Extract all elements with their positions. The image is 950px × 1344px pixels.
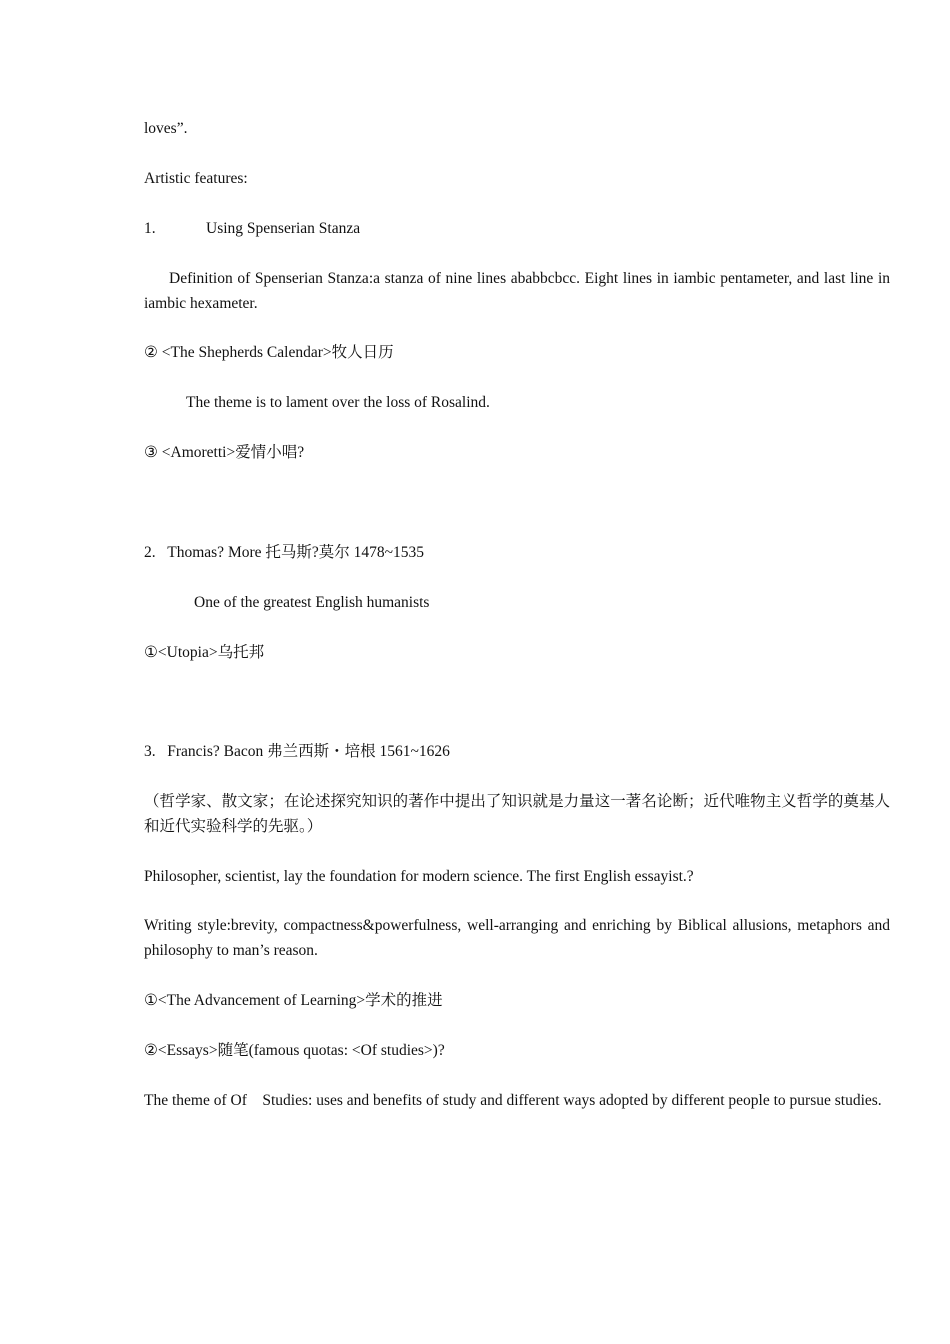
paragraph-philosopher: Philosopher, scientist, lay the foundation for modern science. The first English essayist.? [144,868,694,885]
paragraph-amoretti: ③ <Amoretti>爱情小唱? [144,444,305,461]
paragraph-advancement-of-learning: ①<The Advancement of Learning>学术的推进 [144,992,443,1009]
list-item-1-text: Using Spenserian Stanza [206,220,361,237]
list-item-1 [144,216,890,241]
paragraph-loves: loves”. [144,120,188,137]
paragraph-theme-of-studies: The theme of Of Studies: uses and benefits of study and different ways adopted by different people to pursue studies. [144,1092,882,1109]
paragraph-bacon-chinese: （哲学家、散文家；在论述探究知识的著作中提出了知识就是力量这一著名论断；近代唯物主义哲学的奠基人和近代实验科学的先驱。） [144,793,890,835]
paragraph-writing-style: Writing style:brevity, compactness&powerfulness, well-arranging and enriching by Biblical allusions, metaphors and philosophy to man’s reason. [144,917,890,959]
heading-thomas-more: 2. Thomas? More 托马斯?莫尔 1478~1535 [144,544,425,561]
paragraph-shepherds-calendar: ② <The Shepherds Calendar>牧人日历 [144,344,394,361]
paragraph-essays: ②<Essays>随笔(famous quotas: <Of studies>)? [144,1042,445,1059]
paragraph-definition: Definition of Spenserian Stanza:a stanza of nine lines ababbcbcc. Eight lines in iambic pentameter, and last line in iambic hexameter. [144,270,890,312]
paragraph-utopia: ①<Utopia>乌托邦 [144,644,265,661]
list-item-1-number: 1. [144,220,156,237]
paragraph-humanists: One of the greatest English humanists [194,594,430,611]
paragraph-theme-rosalind: The theme is to lament over the loss of Rosalind. [186,394,490,411]
paragraph-artistic-features: Artistic features: [144,170,248,187]
heading-francis-bacon: 3. Francis? Bacon 弗兰西斯・培根 1561~1626 [144,743,450,760]
